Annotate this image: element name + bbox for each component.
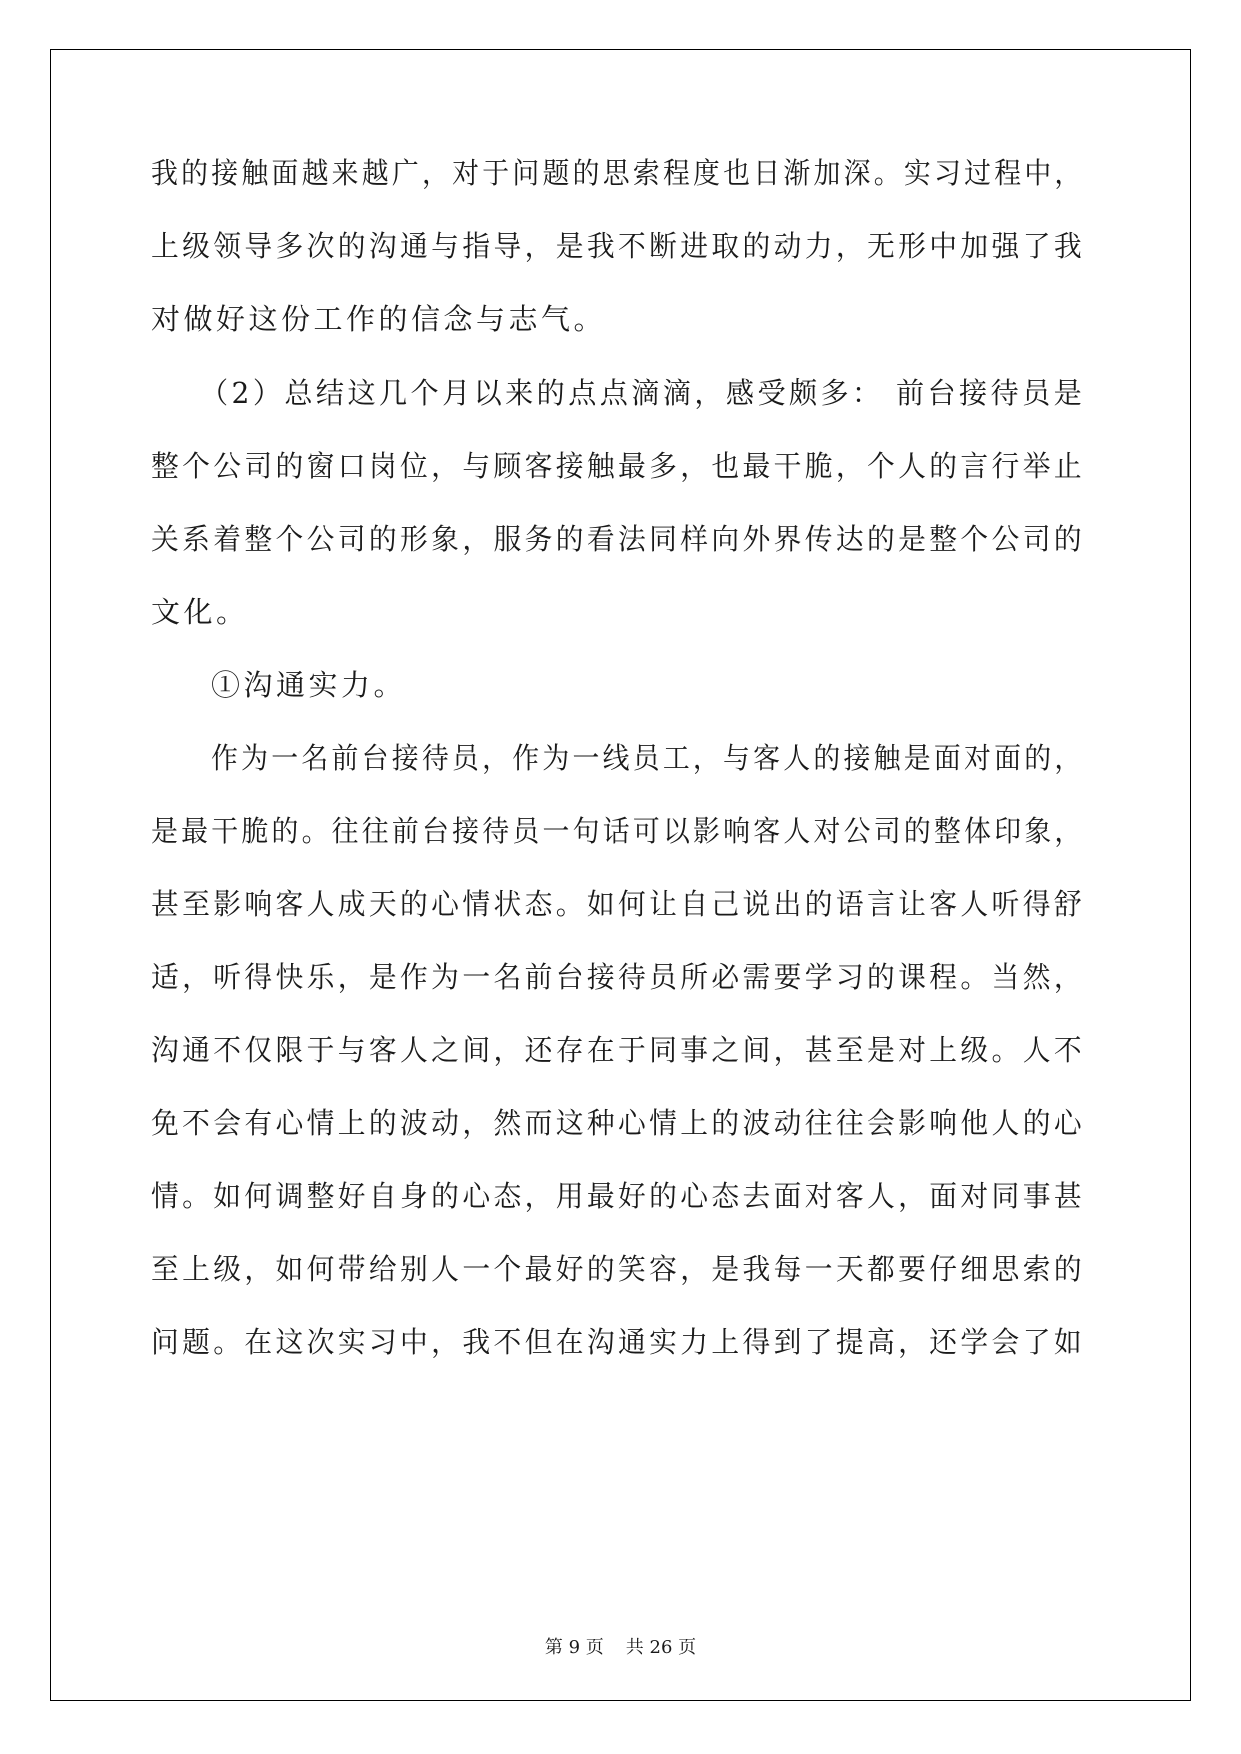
text-line-13: 沟通不仅限于与客人之间，还存在于同事之间，甚至是对上级。人不: [151, 1033, 1085, 1067]
text-line-12: 适，听得快乐，是作为一名前台接待员所必需要学习的课程。当然，: [151, 960, 1085, 994]
text-line-16: 至上级，如何带给别人一个最好的笑容，是我每一天都要仔细思索的: [151, 1252, 1085, 1286]
text-line-3: 对做好这份工作的信念与志气。: [151, 302, 607, 336]
page-footer: [0, 1636, 1241, 1660]
text-line-9: 作为一名前台接待员，作为一线员工，与客人的接触是面对面的，: [211, 741, 1085, 775]
text-line-10: 是最干脆的。往往前台接待员一句话可以影响客人对公司的整体印象，: [151, 814, 1085, 848]
text-line-2: 上级领导多次的沟通与指导，是我不断进取的动力，无形中加强了我: [151, 229, 1085, 263]
page-total: 共 26 页: [625, 1637, 697, 1658]
text-line-17: 问题。在这次实习中，我不但在沟通实力上得到了提高，还学会了如: [151, 1325, 1085, 1359]
text-line-7: 文化。: [151, 595, 249, 629]
text-line-4: （2）总结这几个月以来的点点滴滴，感受颇多： 前台接待员是: [200, 376, 1086, 410]
page-number: 第 9 页: [544, 1637, 604, 1658]
text-line-14: 免不会有心情上的波动，然而这种心情上的波动往往会影响他人的心: [151, 1106, 1085, 1140]
text-line-6: 关系着整个公司的形象，服务的看法同样向外界传达的是整个公司的: [151, 522, 1085, 556]
text-line-5: 整个公司的窗口岗位，与顾客接触最多，也最干脆，个人的言行举止: [151, 449, 1085, 483]
text-line-1: 我的接触面越来越广，对于问题的思索程度也日渐加深。实习过程中，: [151, 156, 1085, 190]
text-line-8: ①沟通实力。: [211, 668, 407, 702]
text-line-11: 甚至影响客人成天的心情状态。如何让自己说出的语言让客人听得舒: [151, 887, 1085, 921]
page-border: [50, 49, 1191, 1701]
text-line-15: 情。如何调整好自身的心态，用最好的心态去面对客人，面对同事甚: [151, 1179, 1085, 1213]
